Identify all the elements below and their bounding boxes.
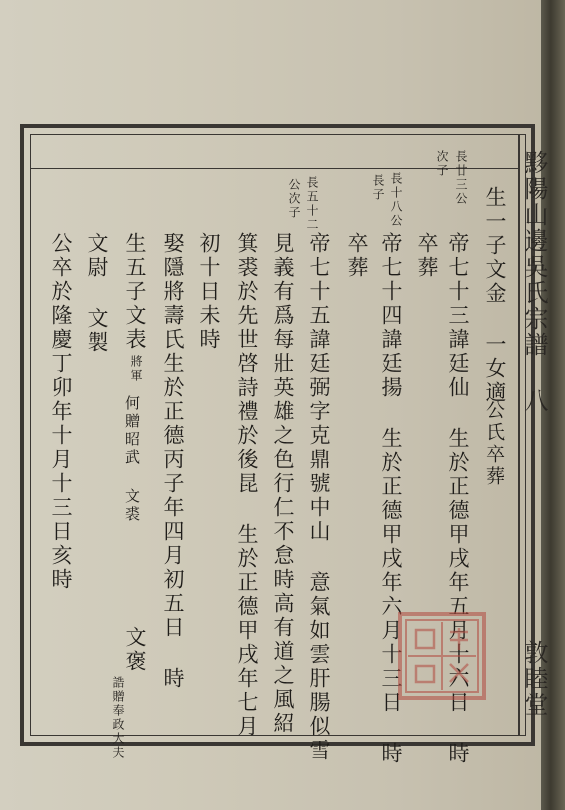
red-seal-stamp <box>396 610 488 702</box>
text-column-11-note2: 誥贈奉政大夫 <box>111 676 125 760</box>
header-label-1b: 次子 <box>435 150 449 178</box>
text-column-3: 卒葬 <box>415 232 439 280</box>
text-column-9: 初十日未時 <box>197 232 221 352</box>
fold-hall-name: 敦睦堂 <box>520 640 548 718</box>
text-column-6: 帝七十五諱廷弼字克鼎號中山 意氣如雲肝腸似雪 <box>307 232 331 763</box>
header-label-1: 長廿三公 <box>454 150 468 206</box>
text-column-11b: 何贈昭武 文裘 <box>123 395 141 524</box>
text-column-12: 文尉 文製 <box>85 232 109 355</box>
text-column-11a: 生五子文表 <box>123 232 147 352</box>
text-column-1: 生一子文金 一女適 <box>483 186 507 405</box>
text-column-13: 公卒於隆慶丁卯年十月十三日亥時 <box>49 232 73 592</box>
text-column-7: 見義有爲每壯英雄之色行仁不怠時高有道之風紹 <box>271 232 295 736</box>
fold-title: 黟陽山邊吳氏宗譜 八 <box>520 150 548 414</box>
text-column-11c: 文褒 <box>123 626 147 674</box>
header-label-2: 長十八公 <box>389 172 403 228</box>
text-column-11-note: 將軍 <box>129 355 143 383</box>
header-label-2b: 長子 <box>371 174 385 202</box>
header-label-3b: 公次子 <box>287 178 301 220</box>
text-column-5: 卒葬 <box>345 232 369 280</box>
text-column-4: 帝七十四諱廷揚 生於正德甲戌年六月十三日 時 <box>379 232 403 766</box>
text-column-2: 帝七十三諱廷仙 生於正德甲戌年五月十六日 時 <box>446 232 470 766</box>
text-column-8: 箕裘於先世啓詩禮於後昆 生於正德甲戌年七月 <box>235 232 259 739</box>
text-column-1b: 公氏卒葬 <box>483 400 505 488</box>
text-column-10: 娶隱將壽氏生於正德丙子年四月初五日 時 <box>161 232 185 691</box>
header-label-3: 長五十二 <box>305 176 319 232</box>
